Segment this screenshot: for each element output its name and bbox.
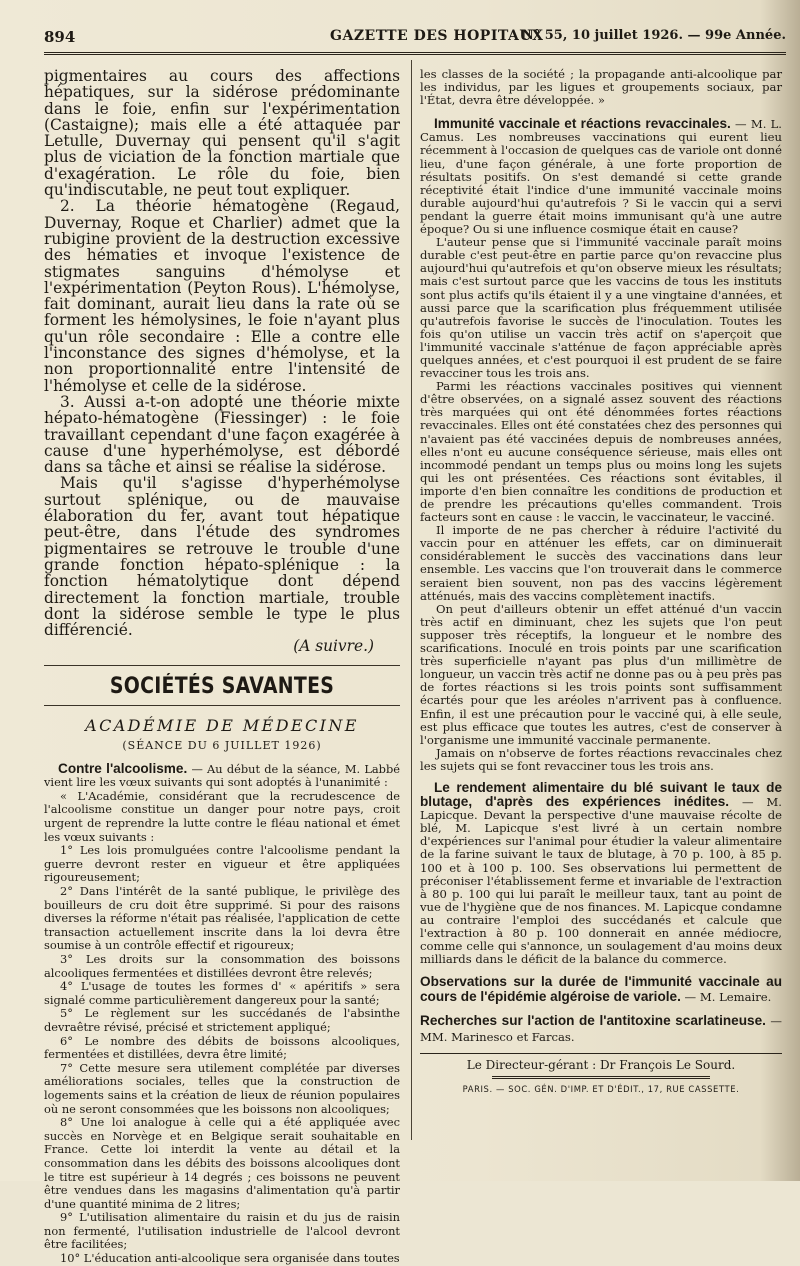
paragraph: 2. La théorie hématogène (Regaud, Duvernay, Roque et Charlier) admet que la rubigine provient de la destruction excessive des hématies et invoque l'existence de stigmates sanguins d'hémolyse et l'expérimentation (Peyton Rous). L'hémolyse, fait dominant, aurait lieu dans la rate où se forment les hémolysines, le foie n'ayant plus qu'un rôle secondaire : Elle a contre elle l'inconstance des signes d'hémolyse, et la non proportionnalité entre l'intensité de l'hémolyse et celle de la sidérose. [44, 197, 400, 395]
footer-rule [420, 1053, 782, 1054]
list-item: 3° Les droits sur la consommation des boissons alcooliques fermentées et distillées devront être relevés; [44, 952, 400, 980]
paragraph: Il importe de ne pas chercher à réduire l'activité du vaccin pour en atténuer les effets, car on diminuerait considérablement le succès des vaccinations dans leur ensemble. Les vaccins que l'on trouverait dans le commerce seraient bien souvent, non pas des vaccins légèrement atténués, mais des vaccins complètement inactifs. [420, 523, 782, 603]
paragraph: Jamais on n'observe de fortes réactions revaccinales chez les sujets qui se font revacciner tous les trois ans. [420, 745, 782, 773]
list-item: 5° Le règlement sur les succédanés de l'absinthe devraêtre révisé, précisé et strictement appliqué; [44, 1006, 400, 1034]
article-intro [420, 974, 782, 1005]
article-intro [420, 781, 782, 966]
issue-info: N° 55, 10 juillet 1926. — 99e Année. [521, 28, 786, 43]
article-author: — MM. Marinesco et Farcas. [420, 1014, 783, 1045]
column-divider [411, 60, 412, 1140]
journal-title: GAZETTE DES HOPITAUX [330, 28, 544, 44]
academy-title: ACADÉMIE DE MÉDECINE [85, 715, 359, 735]
paragraph: Mais qu'il s'agisse d'hyperhémolyse surtout splénique, ou de mauvaise élaboration du fer, avant tout hépatique peut-être, dans l'étude des syndromes pigmentaires se retrouve le trouble d'une grande fonction hépato-splénique : la fonction hématolytique dont dépend directement la fonction martiale, trouble dont la sidérose semble le type le plus différencié. [44, 474, 400, 640]
list-item: 4° L'usage de toutes les formes d' « apéritifs » sera signalé comme particulièrement dangereux pour la santé; [44, 979, 400, 1007]
article-heading: Recherches sur l'action de l'antitoxine scarlatineuse. [420, 1013, 766, 1029]
right-column [420, 68, 782, 1158]
article-heading: Contre l'alcoolisme. [58, 760, 188, 776]
list-item: 7° Cette mesure sera utilement complétée par diverses améliorations sociales, telles que la construction de logements sains et la création de lieux de réunion populaires où ne seront consommées que les boissons non alcooliques; [44, 1060, 400, 1116]
article-lead: Les nombreuses vaccinations qui eurent lieu récemment à l'occasion de quelques cas de variole ont donné lieu, d'une façon générale, à une forte proportion de résultats positifs. On s'est demandé si cette grande réceptivité était l'indice d'une immunité vaccinale moins durable aujourd'hui qu'autrefois ? Si le vaccin qui a servi pendant la guerre était moins immunisant qu'à une autre époque? Ou si une influence cosmique était en cause? [420, 130, 782, 237]
list-item: 8° Une loi analogue à celle qui a été appliquée avec succès en Norvège et en Belgique serait souhaitable en France. Cette loi interdit la vente au détail et la consommation dans les débits des boissons alcooliques dont le titre est supérieur à 14 degrés ; ces boissons ne peuvent être vendues dans les magasins d'alimentation qu'à partir d'une quantité minima de 2 litres; [44, 1115, 400, 1211]
list-item: 1° Les lois promulguées contre l'alcoolisme pendant la guerre devront rester en vigueur et être appliquées rigoureusement; [44, 843, 400, 885]
director-line: Le Directeur-gérant : Dr François Le Sourd. [466, 1058, 736, 1073]
page-header [44, 28, 786, 50]
paragraph: On peut d'ailleurs obtenir un effet atténué d'un vaccin très actif en diminuant, chez les sujets que l'on peut supposer très réceptifs, la longueur et le nombre des scarifications. Inoculé en trois points par une scarification très superficielle n'ayant pas plus d'un millimètre de longueur, un vaccin très actif ne donne pas ou à peu près pas de fortes réactions si les trois points sont suffisamment écartés pour que les aréoles n'arrivent pas à confluence. Enfin, il est une précaution pour le vacciné qui, à elle seule, est plus efficace que toutes les autres, c'est de conserver à l'organisme une immunité vaccinale permanente. [420, 601, 782, 747]
article-heading: Immunité vaccinale et réactions revaccinales. [434, 116, 731, 132]
list-item: 10° L'éducation anti-alcoolique sera organisée dans toutes [60, 1251, 400, 1266]
paragraph: les classes de la société ; la propagande anti-alcoolique par les individus, par les ligues et groupements sociaux, par l'État, devra être développée. » [420, 67, 782, 108]
list-item: 6° Le nombre des débits de boissons alcooliques, fermentées et distillées, devra être limité; [44, 1033, 400, 1062]
article-intro [44, 762, 400, 790]
list-item: 2° Dans l'intérêt de la santé publique, le privilège des bouilleurs de cru doit être supprimé. Si pour des raisons diverses la réforme n'était pas réalisée, l'application de cette transaction actuellement inscrite dans la loi devra être soumise à un contrôle effectif et rigoureux; [44, 884, 400, 953]
article-lead: — Au début de la séance, M. Labbé vient lire les vœux suivants qui sont adoptés à l'unanimité : [44, 761, 400, 790]
article-author: — M. L. Camus. [420, 117, 782, 145]
article-intro [420, 1013, 782, 1045]
list-item: « L'Académie, considérant que la recrudescence de l'alcoolisme constitue un danger pour notre pays, croit urgent de reprendre la lutte contre le fléau national et émet les vœux suivants : [44, 788, 400, 844]
paragraph: pigmentaires au cours des affections hépatiques, sur la sidérose prédominante dans le foie, enfin sur l'expérimentation (Castaigne); mais elle a été attaquée par Letulle, Duvernay qui pensent qu'il s'agit plus de viciation de la fonction martiale que d'exagération. Le rôle du foie, bien qu'indiscutable, ne peut tout expliquer. [44, 67, 400, 200]
left-column [44, 67, 400, 1266]
list-item: 9° L'utilisation alimentaire du raisin et du jus de raisin non fermenté, l'utilisation industrielle de l'alcool devront être facilitées; [44, 1210, 400, 1252]
article-author: — M. Lapicque. [420, 795, 782, 823]
section-title: SOCIÉTÉS SAVANTES [109, 673, 335, 699]
article-lead: Devant la perspective d'une mauvaise récolte de blé, M. Lapicque s'est livré à un certain nombre d'expériences sur l'animal pour étudier la valeur alimentaire de la farine suivant le taux de blutage, à 70 p. 100, à 85 p. 100 et à 100 p. 100. Ses observations lui permettent de préconiser l'établissement ferme et invariable de l'extraction à 80 p. 100 qui lui paraît le meilleur taux, tant au point de vue de l'hygiène que de nos finances. M. Lapicque condamne au contraire l'emploi des succédanés et calcule que l'extraction à 80 p. 100 donnerait en année médiocre, comme celle qui s'annonce, un soulagement d'au moins deux milliards dans le déficit de la balance du commerce. [420, 808, 782, 967]
article-intro [420, 117, 782, 236]
paragraph: L'auteur pense que si l'immunité vaccinale paraît moins durable c'est peut-être en partie parce qu'on revaccine plus aujourd'hui qu'autrefois et qu'on observe mieux les résultats; mais c'est surtout parce que les vaccins de tous les instituts sont plus actifs qu'ils étaient il y a une vingtaine d'années, et aussi parce que la scarification plus fréquemment utilisée qu'autrefois favorise le succès de l'inoculation. Toutes les fois qu'on utilise un vaccin très actif on s'aperçoit que l'immunité vaccinale s'atténue de façon appréciable après quelques années, et c'est pourquoi il est prudent de se faire revacciner tous les trois ans. [420, 235, 782, 381]
to-be-continued: (A suivre.) [293, 637, 374, 656]
section-divider [44, 665, 400, 666]
paragraph: Parmi les réactions vaccinales positives qui viennent d'être observées, on a signalé assez souvent des réactions très marquées qui ont été dénommées fortes réactions revaccinales. Elles ont été constatées chez des personnes qui n'avaient pas été vaccinées depuis de nombreuses années, elles n'ont eu aucune conséquence sérieuse, mais elles ont incommodé pendant un temps plus ou moins long les sujets qui les ont présentées. Ces réactions sont évitables, il importe d'en bien connaître les conditions de production et de prendre les précautions qu'elles commandent. Trois facteurs sont en cause : le vaccin, le vaccinateur, le vacciné. [420, 379, 782, 525]
footer-double-rule [492, 1076, 709, 1079]
article-author: — M. Lemaire. [680, 990, 772, 1005]
header-rule [44, 52, 786, 57]
article-heading: Le rendement alimentaire du blé suivant le taux de blutage, d'après des expériences inédites. [420, 779, 782, 810]
section-divider [44, 705, 400, 706]
printer-line: PARIS. — SOC. GÉN. D'IMP. ET D'ÉDIT., 17, RUE CASSETTE. [462, 1084, 740, 1095]
article-heading: Observations sur la durée de l'immunité vaccinale au cours de l'épidémie algéroise de variole. [420, 974, 782, 1005]
session-date: (SÉANCE DU 6 JUILLET 1926) [122, 738, 322, 752]
page-number: 894 [44, 28, 76, 46]
paragraph: 3. Aussi a-t-on adopté une théorie mixte hépato-hématogène (Fiessinger) : le foie travaillant cependant d'une façon exagérée à cause d'une hyperhémolyse, est débordé dans sa tâche et ainsi se réalise la sidérose. [44, 392, 400, 477]
